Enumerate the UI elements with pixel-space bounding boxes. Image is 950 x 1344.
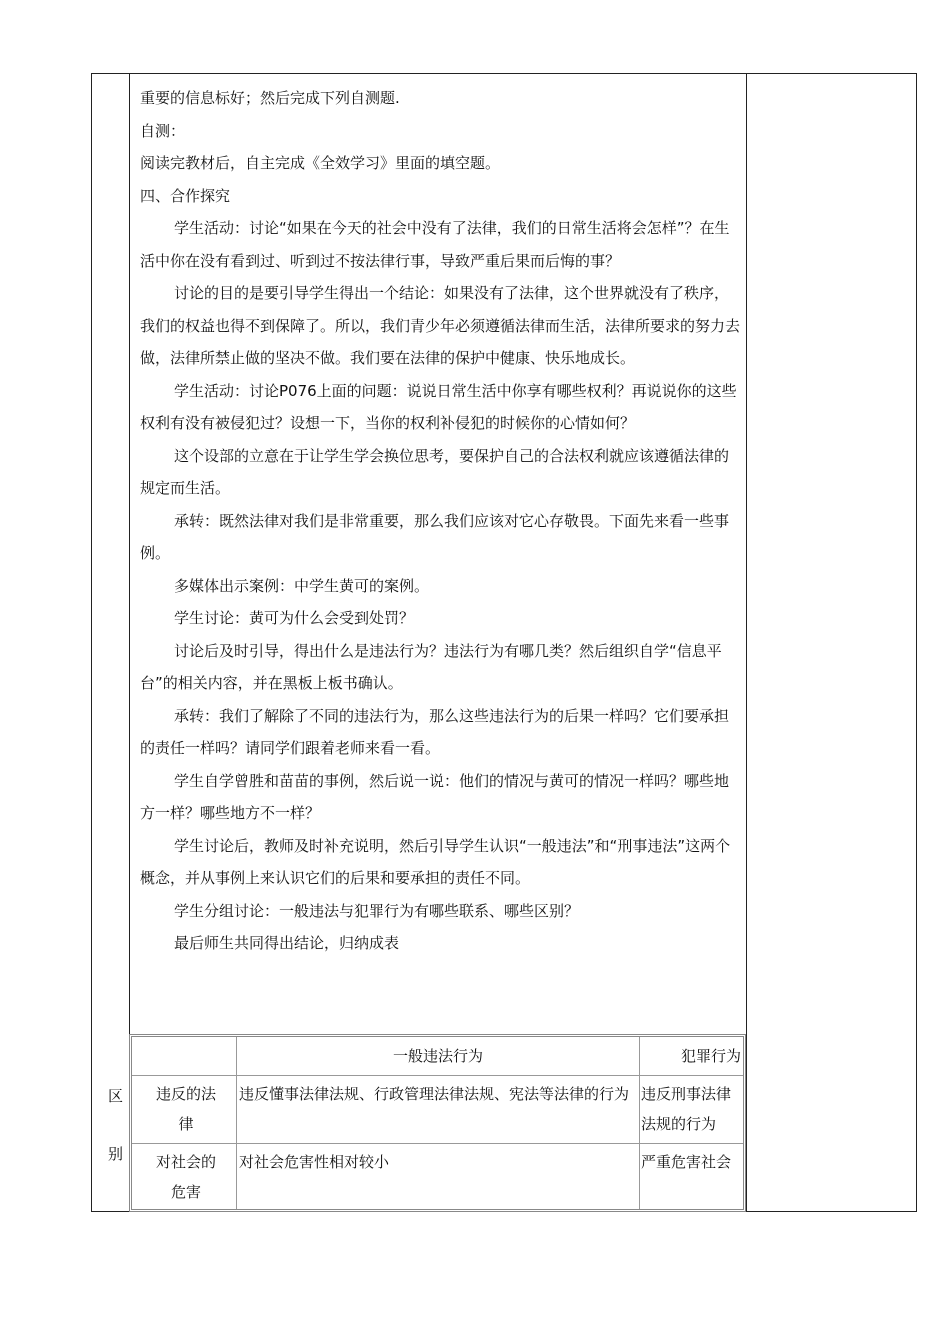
paragraph: 阅读完教材后，自主完成《全效学习》里面的填空题。 — [140, 154, 501, 172]
paragraph: 学生讨论：黄可为什么会受到处罚？ — [174, 609, 415, 627]
side-label-bottom: 别 — [108, 1145, 124, 1163]
table-cell: 对社会危害性相对较小 — [239, 1153, 390, 1171]
paragraph: 承转：既然法律对我们是非常重要，那么我们应该对它心存敬畏。下面先来看一些事例。 — [140, 511, 730, 562]
comparison-table — [129, 1034, 746, 1212]
table-cell: 违反懂事法律法规、行政管理法律法规、宪法等法律的行为 — [239, 1085, 630, 1103]
row-label: 对社会的危害 — [155, 1153, 216, 1201]
section-heading: 四、合作探究 — [140, 186, 231, 205]
paragraph: 讨论后及时引导，得出什么是违法行为？违法行为有哪几类？然后组织自学“信息平台”的相关内容，并在黑板上板书确认。 — [140, 641, 722, 692]
lesson-content — [140, 82, 740, 960]
table-divider — [132, 1143, 743, 1144]
paragraph: 自测： — [140, 121, 186, 140]
paragraph: 承转：我们了解除了不同的违法行为，那么这些违法行为的后果一样吗？它们要承担的责任一样吗？请同学们跟着老师来看一看。 — [140, 706, 730, 757]
paragraph: 学生活动：讨论“如果在今天的社会中没有了法律，我们的日常生活将会怎样”？在生活中你在没有看到过、听到过不按法律行事，导致严重后果而后悔的事？ — [140, 219, 730, 270]
paragraph: 学生活动：讨论P076上面的问题：说说日常生活中你享有哪些权利？再说说你的这些权利有没有被侵犯过？设想一下，当你的权利补侵犯的时候你的心情如何？ — [140, 381, 737, 432]
row-label: 违反的法律 — [155, 1085, 216, 1133]
paragraph: 讨论的目的是要引导学生得出一个结论：如果没有了法律，这个世界就没有了秩序，我们的权益也得不到保障了。所以，我们青少年必须遵循法律而生活，法律所要求的努力去做，法律所禁止做的坚决不做。我们要在法律的保护中健康、快乐地成长。 — [140, 284, 741, 367]
paragraph: 重要的信息标好；然后完成下列自测题. — [140, 89, 400, 107]
table-header-crime: 犯罪行为 — [680, 1047, 741, 1065]
paragraph: 学生分组讨论：一般违法与犯罪行为有哪些联系、哪些区别？ — [174, 901, 580, 920]
table-header-general: 一般违法行为 — [392, 1047, 483, 1065]
paragraph: 多媒体出示案例：中学生黄可的案例。 — [174, 576, 430, 595]
table-divider — [132, 1075, 743, 1076]
side-label-top: 区 — [108, 1087, 124, 1105]
paragraph: 最后师生共同得出结论，归纳成表 — [174, 934, 400, 952]
table-cell: 严重危害社会 — [641, 1153, 732, 1171]
right-column-divider — [746, 73, 747, 1212]
paragraph: 学生自学曾胜和苗苗的事例，然后说一说：他们的情况与黄可的情况一样吗？哪些地方一样？哪些地方不一样？ — [140, 771, 730, 822]
table-cell: 违反刑事法律法规的行为 — [641, 1085, 732, 1133]
paragraph: 学生讨论后，教师及时补充说明，然后引导学生认识“一般违法”和“刑事违法”这两个概念，并从事例上来认识它们的后果和要承担的责任不同。 — [140, 836, 731, 887]
paragraph: 这个设部的立意在于让学生学会换位思考，要保护自己的合法权利就应该遵循法律的规定而生活。 — [140, 446, 730, 497]
